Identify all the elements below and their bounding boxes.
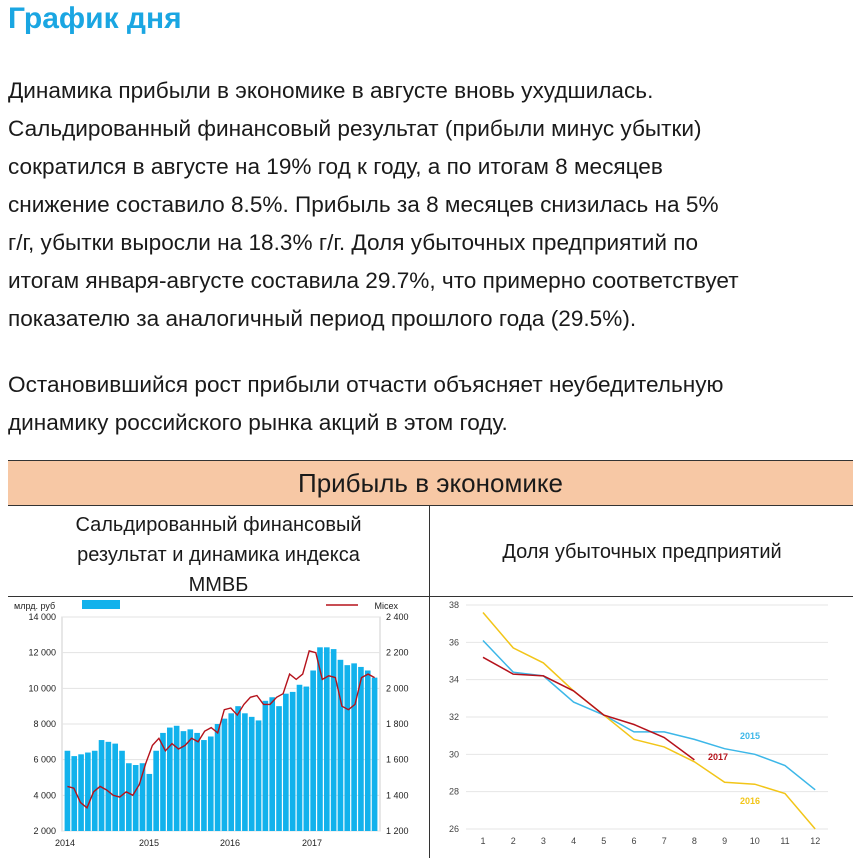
- x-axis-tick-label: 2014: [54, 838, 76, 848]
- right-axis-tick-label: 2 400: [386, 612, 409, 622]
- bar: [208, 736, 214, 831]
- right-axis-tick-label: 1 800: [386, 719, 409, 729]
- y-axis-tick-label: 36: [448, 637, 459, 648]
- bar: [276, 706, 282, 831]
- bar: [112, 744, 118, 831]
- bar: [283, 694, 289, 831]
- right-axis-tick-label: 1 400: [386, 790, 409, 801]
- bar: [194, 733, 200, 831]
- bar: [153, 751, 159, 831]
- page-title: График дня: [8, 2, 182, 35]
- x-axis-tick-label: 5: [601, 836, 607, 846]
- profit-micex-chart: [8, 597, 429, 857]
- paragraph-line: Сальдированный финансовый результат (прибыли минус убытки): [8, 116, 702, 141]
- left-axis-tick-label: 10 000: [28, 683, 56, 694]
- paragraph-line: динамику российского рынка акций в этом году.: [8, 410, 508, 435]
- y-axis-tick-label: 30: [448, 749, 459, 760]
- x-axis-tick-label: 2016: [219, 838, 241, 848]
- bar: [106, 742, 112, 831]
- x-axis-tick-label: 7: [661, 836, 667, 846]
- series-line-2015: [483, 641, 815, 790]
- right-axis-tick-label: 2 000: [386, 683, 409, 694]
- bar: [119, 751, 125, 831]
- bar: [126, 763, 132, 831]
- bar: [174, 726, 180, 831]
- x-axis-tick-label: 1: [480, 836, 486, 846]
- left-header-line: ММВБ: [188, 574, 249, 596]
- paragraph-line: Динамика прибыли в экономике в августе вновь ухудшилась.: [8, 78, 654, 103]
- bar: [249, 717, 255, 831]
- series-label-2015: 2015: [739, 731, 761, 741]
- x-axis-tick-label: 12: [810, 836, 821, 846]
- bar: [338, 660, 344, 831]
- legend-swatch-bars: [82, 600, 120, 609]
- x-axis-tick-label: 3: [540, 836, 546, 846]
- paragraph-line: сократился в августе на 19% год к году, а по итогам 8 месяцев: [8, 154, 663, 179]
- x-axis-tick-label: 8: [691, 836, 697, 846]
- paragraph-2: [8, 366, 858, 442]
- bar: [269, 697, 275, 831]
- bar: [187, 729, 193, 831]
- left-axis-tick-label: 6 000: [33, 754, 56, 765]
- right-axis-tick-label: 2 200: [386, 647, 409, 658]
- bar: [242, 713, 248, 831]
- x-axis-tick-label: 2: [510, 836, 516, 846]
- y-axis-tick-label: 34: [448, 674, 459, 685]
- right-axis-tick-label: 1 600: [386, 754, 409, 765]
- bar: [290, 692, 296, 831]
- bar: [310, 671, 316, 832]
- x-axis-tick-label: 2017: [301, 838, 323, 848]
- left-axis-tick-label: 4 000: [33, 790, 56, 801]
- y-axis-tick-label: 32: [448, 712, 459, 722]
- left-axis-tick-label: 8 000: [33, 719, 56, 729]
- legend-label-left: млрд. руб: [14, 601, 56, 611]
- bar: [365, 671, 371, 832]
- bar: [358, 667, 364, 831]
- x-axis-tick-label: 11: [780, 836, 790, 846]
- bar: [372, 678, 378, 831]
- left-axis-tick-label: 2 000: [33, 826, 56, 836]
- bar: [263, 701, 269, 831]
- bar: [324, 647, 330, 831]
- right-axis-tick-label: 1 200: [386, 826, 409, 836]
- paragraph-1: [8, 72, 858, 338]
- bar: [317, 647, 323, 831]
- bar: [215, 724, 221, 831]
- bar: [228, 713, 234, 831]
- bar: [344, 665, 350, 831]
- series-label-2017: 2017: [707, 752, 729, 762]
- chart-table: [8, 460, 854, 858]
- bar: [201, 740, 207, 831]
- bar: [133, 765, 139, 831]
- x-axis-tick-label: 10: [749, 836, 760, 846]
- left-header-line: Сальдированный финансовый: [75, 514, 362, 536]
- x-axis-tick-label: 6: [631, 836, 637, 846]
- series-label-2016: 2016: [739, 796, 761, 806]
- bar: [99, 740, 105, 831]
- loss-share-chart: [430, 597, 853, 857]
- legend-label-micex: Micex: [374, 601, 398, 611]
- bar: [222, 719, 228, 831]
- x-axis-tick-label: 4: [571, 836, 577, 846]
- paragraph-line: снижение составило 8.5%. Прибыль за 8 месяцев снизилась на 5%: [8, 192, 719, 217]
- bar: [235, 706, 241, 831]
- paragraph-line: итогам января-августе составила 29.7%, что примерно соответствует: [8, 268, 739, 293]
- bar: [65, 751, 71, 831]
- bar: [297, 685, 303, 831]
- left-chart-header: [8, 510, 429, 600]
- left-header-line: результат и динамика индекса: [77, 544, 360, 566]
- bar: [256, 720, 262, 831]
- left-axis-tick-label: 12 000: [28, 647, 56, 658]
- x-axis-tick-label: 9: [722, 836, 728, 846]
- x-axis-tick-label: 2015: [138, 838, 160, 848]
- paragraph-line: Остановившийся рост прибыли отчасти объясняет неубедительную: [8, 372, 724, 397]
- bar: [85, 753, 91, 831]
- left-axis-tick-label: 14 000: [28, 612, 56, 622]
- y-axis-tick-label: 28: [448, 786, 459, 797]
- bar: [78, 754, 84, 831]
- bar: [351, 663, 357, 831]
- series-line-2016: [483, 613, 815, 830]
- bar: [147, 774, 153, 831]
- y-axis-tick-label: 38: [448, 600, 459, 610]
- y-axis-tick-label: 26: [448, 824, 459, 834]
- table-band-title: Прибыль в экономике: [8, 460, 853, 506]
- bar: [304, 687, 310, 831]
- paragraph-line: г/г, убытки выросли на 18.3% г/г. Доля убыточных предприятий по: [8, 230, 699, 255]
- right-chart-header: Доля убыточных предприятий: [502, 541, 782, 563]
- paragraph-line: показателю за аналогичный период прошлого года (29.5%).: [8, 306, 637, 331]
